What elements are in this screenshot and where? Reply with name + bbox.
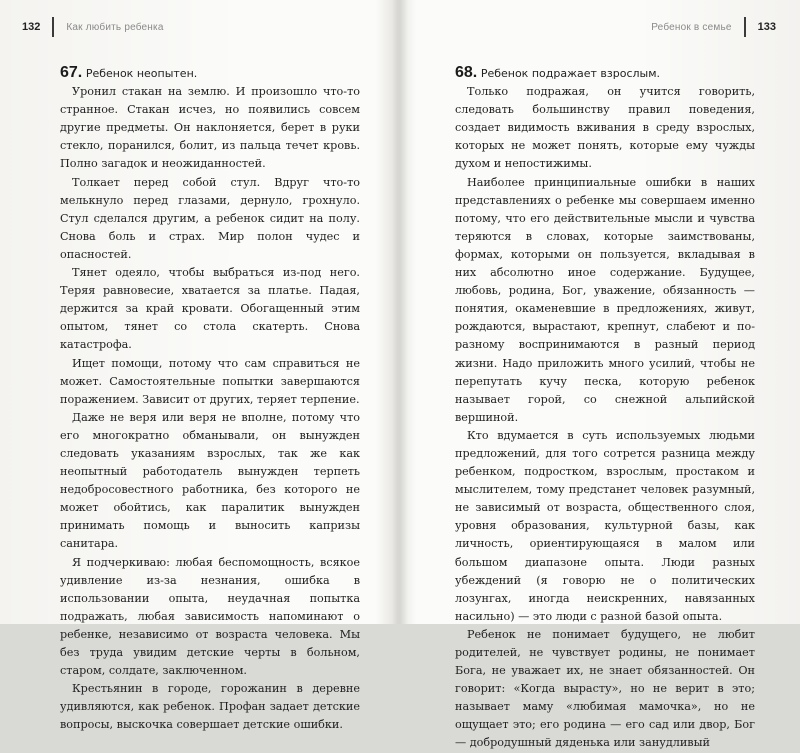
running-title: Ребенок в семье	[651, 21, 732, 33]
paragraph: Наиболее принципиальные ошибки в наших представлениях о ребенке мы совершаем именно потому, что его действительные мысли и чувства теряются в словах, которые заимствованы, формах, которыми он пользуется, вкладывая в них абсолютно иное содержание. Будущее, любовь, родина, Бог, уважение, обязанность — понятия, окаменевшие в предложениях, живут, рождаются, вырастают, крепнут, слабеют и по-разному воспринимаются в разный период жизни. Надо приложить много усилий, чтобы не перепутать кучу песка, которую ребенок называет горой, со снежной альпийской вершиной.	[455, 175, 755, 424]
right-body-text	[455, 64, 755, 753]
paragraph: Крестьянин в городе, горожанин в деревне удивляются, как ребенок. Профан задает детские вопросы, выскочка совершает детские ошибки.	[60, 682, 360, 732]
paragraph: Тянет одеяло, чтобы выбраться из-под него. Теряя равновесие, хватается за платье. Падая, держится за край кровати. Обогащенный этим опытом, тянет со стола скатерть. Снова катастрофа.	[60, 266, 360, 352]
page-number: 132	[22, 21, 41, 33]
paragraph: Толкает перед собой стул. Вдруг что-то мелькнуло перед глазами, дернуло, грохнуло. Стул сделался другим, а ребенок сидит на полу. Снова боль и страх. Мир полон чудес и опасностей.	[60, 175, 360, 261]
section-number: 67.	[60, 64, 83, 81]
section-heading	[60, 64, 360, 83]
paragraph: Даже не веря или веря не вполне, потому что его многократно обманывали, он вынужден следовать указаниям взрослых, так же как неопытный работодатель вынужден терпеть недобросовестного работника, без которого не может обойтись, как паралитик вынужден принимать помощь и выносить капризы санитара.	[60, 410, 360, 551]
paragraph: Уронил стакан на землю. И произошло что-то странное. Стакан исчез, но появились совсем другие предметы. Он наклоняется, берет в руки стекло, поранился, болит, из пальца течет кровь. Полно загадок и неожиданностей.	[60, 85, 360, 171]
section-title: Ребенок подражает взрослым.	[480, 67, 661, 80]
paragraph: Я подчеркиваю: любая беспомощность, всякое удивление из-за незнания, ошибка в использовании опыта, неудачная попытка подражать, любая зависимость напоминают о ребенке, независимо от возраста человека. Мы без труда увидим детские черты в больном, старом, солдате, заключенном.	[60, 555, 360, 678]
section-heading	[455, 64, 755, 83]
paragraph: Только подражая, он учится говорить, следовать большинству правил поведения, создает видимость вживания в среду взрослых, которых не может понять, которые ему чужды духом и непостижимы.	[455, 85, 755, 171]
header-divider	[52, 17, 54, 37]
header-divider	[744, 17, 746, 37]
right-page	[402, 0, 800, 750]
left-body-text	[60, 64, 360, 734]
paragraph: Кто вдумается в суть используемых людьми предложений, для того сотрется разница между ребенком, подростком, взрослым, простаком и мыслителем, тому предстанет человек разумный, не зависимый от возраста, общественного слоя, уровня образования, культурной базы, как личность, ориентирующаяся в малом или большом диапазоне опыта. Люди разных убеждений (я говорю не о политических лозунгах, иногда неискренних, навязанных насильно) — это люди с разной базой опыта.	[455, 428, 755, 623]
left-header	[22, 16, 164, 38]
section-number: 68.	[455, 64, 478, 81]
left-page	[0, 0, 398, 732]
page-number: 133	[757, 21, 776, 33]
running-title: Как любить ребенка	[66, 21, 164, 33]
right-header	[651, 16, 776, 38]
paragraph: Ребенок не понимает будущего, не любит родителей, не чувствует родины, не понимает Бога, не уважает их, не знает обязанностей. Он говорит: «Когда вырасту», но не верит в это; называет маму «любимая мамочка», но не ощущает это; его родина — его сад или двор, Бог — добродушный дяденька или занудливый	[455, 627, 755, 750]
paragraph: Ищет помощи, потому что сам справиться не может. Самостоятельные попытки завершаются поражением. Зависит от других, теряет терпение.	[60, 356, 360, 406]
section-title: Ребенок неопытен.	[85, 67, 198, 80]
